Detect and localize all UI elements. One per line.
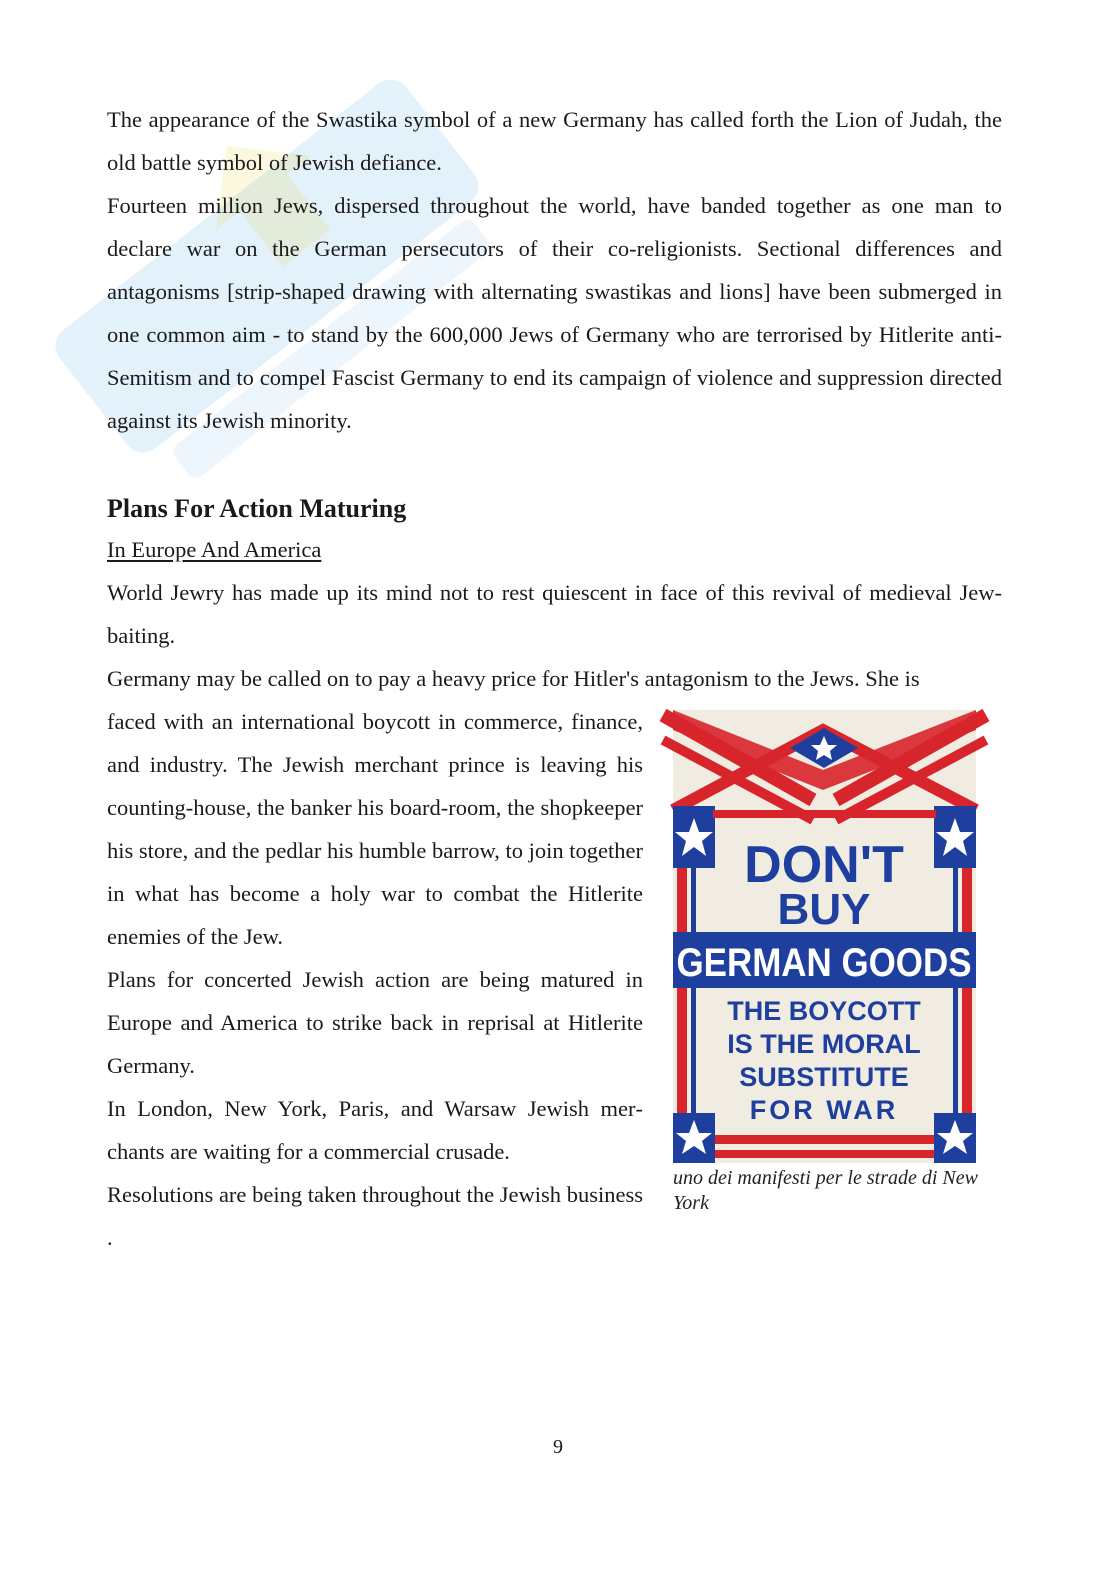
body-paragraph: Germany may be called on to pay a heavy price for Hitler's antagonism to the Jews. She is	[107, 666, 920, 691]
poster-line: BUY	[777, 885, 871, 934]
body-paragraph: In London, New York, Paris, and Warsaw Jewish merchants are waiting for a commercial crusade.	[107, 1096, 643, 1164]
section-heading: Plans For Action Maturing	[107, 494, 407, 523]
body-paragraph: Plans for concerted Jewish action are being matured in Europe and America to strike back in reprisal at Hitlerite Germany.	[107, 967, 643, 1078]
body-paragraph: The appearance of the Swastika symbol of a new Germany has called forth the Lion of Judah, the old battle symbol of Jewish defiance.	[107, 107, 1002, 175]
section-subheading: In Europe And America	[107, 537, 322, 562]
figure-caption: uno dei manifesti per le strade di New York	[673, 1167, 978, 1214]
poster-figure	[673, 710, 978, 1216]
page-content	[107, 98, 1002, 1259]
body-paragraph: World Jewry has made up its mind not to rest quiescent in face of this revival of medieval Jew-baiting.	[107, 580, 1002, 648]
poster-line: DON'T	[744, 836, 904, 894]
poster-line: THE BOYCOTT	[727, 996, 921, 1026]
body-paragraph: faced with an international boycott in commerce, finance, and industry. The Jewish merchant prince is leaving his counting-house, the banker his board-room, the shopkeeper his store, and the pedlar his humble barrow, to join together in what has become a holy war to combat the Hitlerite enemies of the Jew.	[107, 709, 643, 949]
poster-line: FOR WAR	[749, 1095, 899, 1125]
body-paragraph: Fourteen million Jews, dispersed throughout the world, have banded together as one man to declare war on the German persecutors of their co-religionists. Sectional differences and antagonisms [strip-shaped drawing with alternating swastikas and lions] have been submerged in one common aim - to stand by the 600,000 Jews of Germany who are terrorised by Hitlerite anti-Semitism and to compel Fascist Germany to end its campaign of violence and suppression directed against its Jewish minority.	[107, 193, 1002, 433]
poster-line: SUBSTITUTE	[739, 1062, 909, 1092]
wrapped-text-area	[107, 700, 1002, 1259]
poster-line: IS THE MORAL	[727, 1029, 921, 1059]
boycott-poster-image	[673, 710, 976, 1163]
page-number: 9	[553, 1436, 563, 1458]
poster-line: GERMAN GOODS	[676, 941, 972, 985]
body-paragraph: Resolutions are being taken throughout the Jewish business .	[107, 1182, 643, 1250]
